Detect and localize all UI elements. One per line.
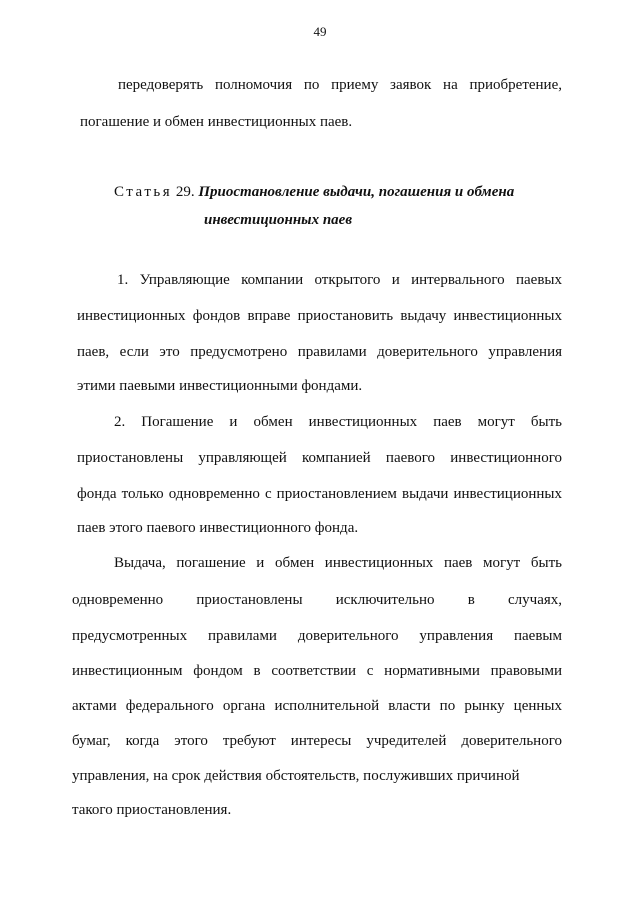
article-number: 29. <box>175 184 195 200</box>
paragraph-2-line-1: 2. Погашение и обмен инвестиционных паев могут быть <box>114 414 562 430</box>
intro-line-1: передоверять полномочия по приему заявок на приобретение, <box>118 77 562 93</box>
intro-line-2: погашение и обмен инвестиционных паев. <box>80 114 353 130</box>
article-heading <box>114 183 514 201</box>
paragraph-3-line-6: бумаг, когда этого требуют интересы учредителей доверительного <box>72 733 562 749</box>
paragraph-1-line-1: 1. Управляющие компании открытого и интервального паевых <box>117 272 562 288</box>
article-title-line-2: инвестиционных паев <box>204 212 353 228</box>
paragraph-3-line-3: предусмотренных правилами доверительного управления паевым <box>72 628 562 644</box>
paragraph-3-line-5: актами федерального органа исполнительной власти по рынку ценных <box>72 698 562 714</box>
paragraph-1-line-3: паев, если это предусмотрено правилами доверительного управления <box>77 344 562 360</box>
paragraph-2-line-4: паев этого паевого инвестиционного фонда. <box>77 520 359 536</box>
page-number: 49 <box>313 24 327 39</box>
paragraph-3-line-4: инвестиционным фондом в соответствии с нормативными правовыми <box>72 663 562 679</box>
article-word: Статья <box>114 184 173 200</box>
article-title-line-1: Приостановление выдачи, погашения и обмена <box>198 184 515 200</box>
paragraph-3-line-8: такого приостановления. <box>72 802 232 818</box>
paragraph-3-line-2: одновременно приостановлены исключительно в случаях, <box>72 592 562 608</box>
paragraph-2-line-2: приостановлены управляющей компанией паевого инвестиционного <box>77 450 562 466</box>
paragraph-3-line-1: Выдача, погашение и обмен инвестиционных паев могут быть <box>114 555 562 571</box>
paragraph-3-line-7: управления, на срок действия обстоятельств, послуживших причиной <box>72 768 520 784</box>
paragraph-1-line-4: этими паевыми инвестиционными фондами. <box>77 378 363 394</box>
paragraph-2-line-3: фонда только одновременно с приостановлением выдачи инвестиционных <box>77 486 562 502</box>
paragraph-1-line-2: инвестиционных фондов вправе приостановить выдачу инвестиционных <box>77 308 562 324</box>
